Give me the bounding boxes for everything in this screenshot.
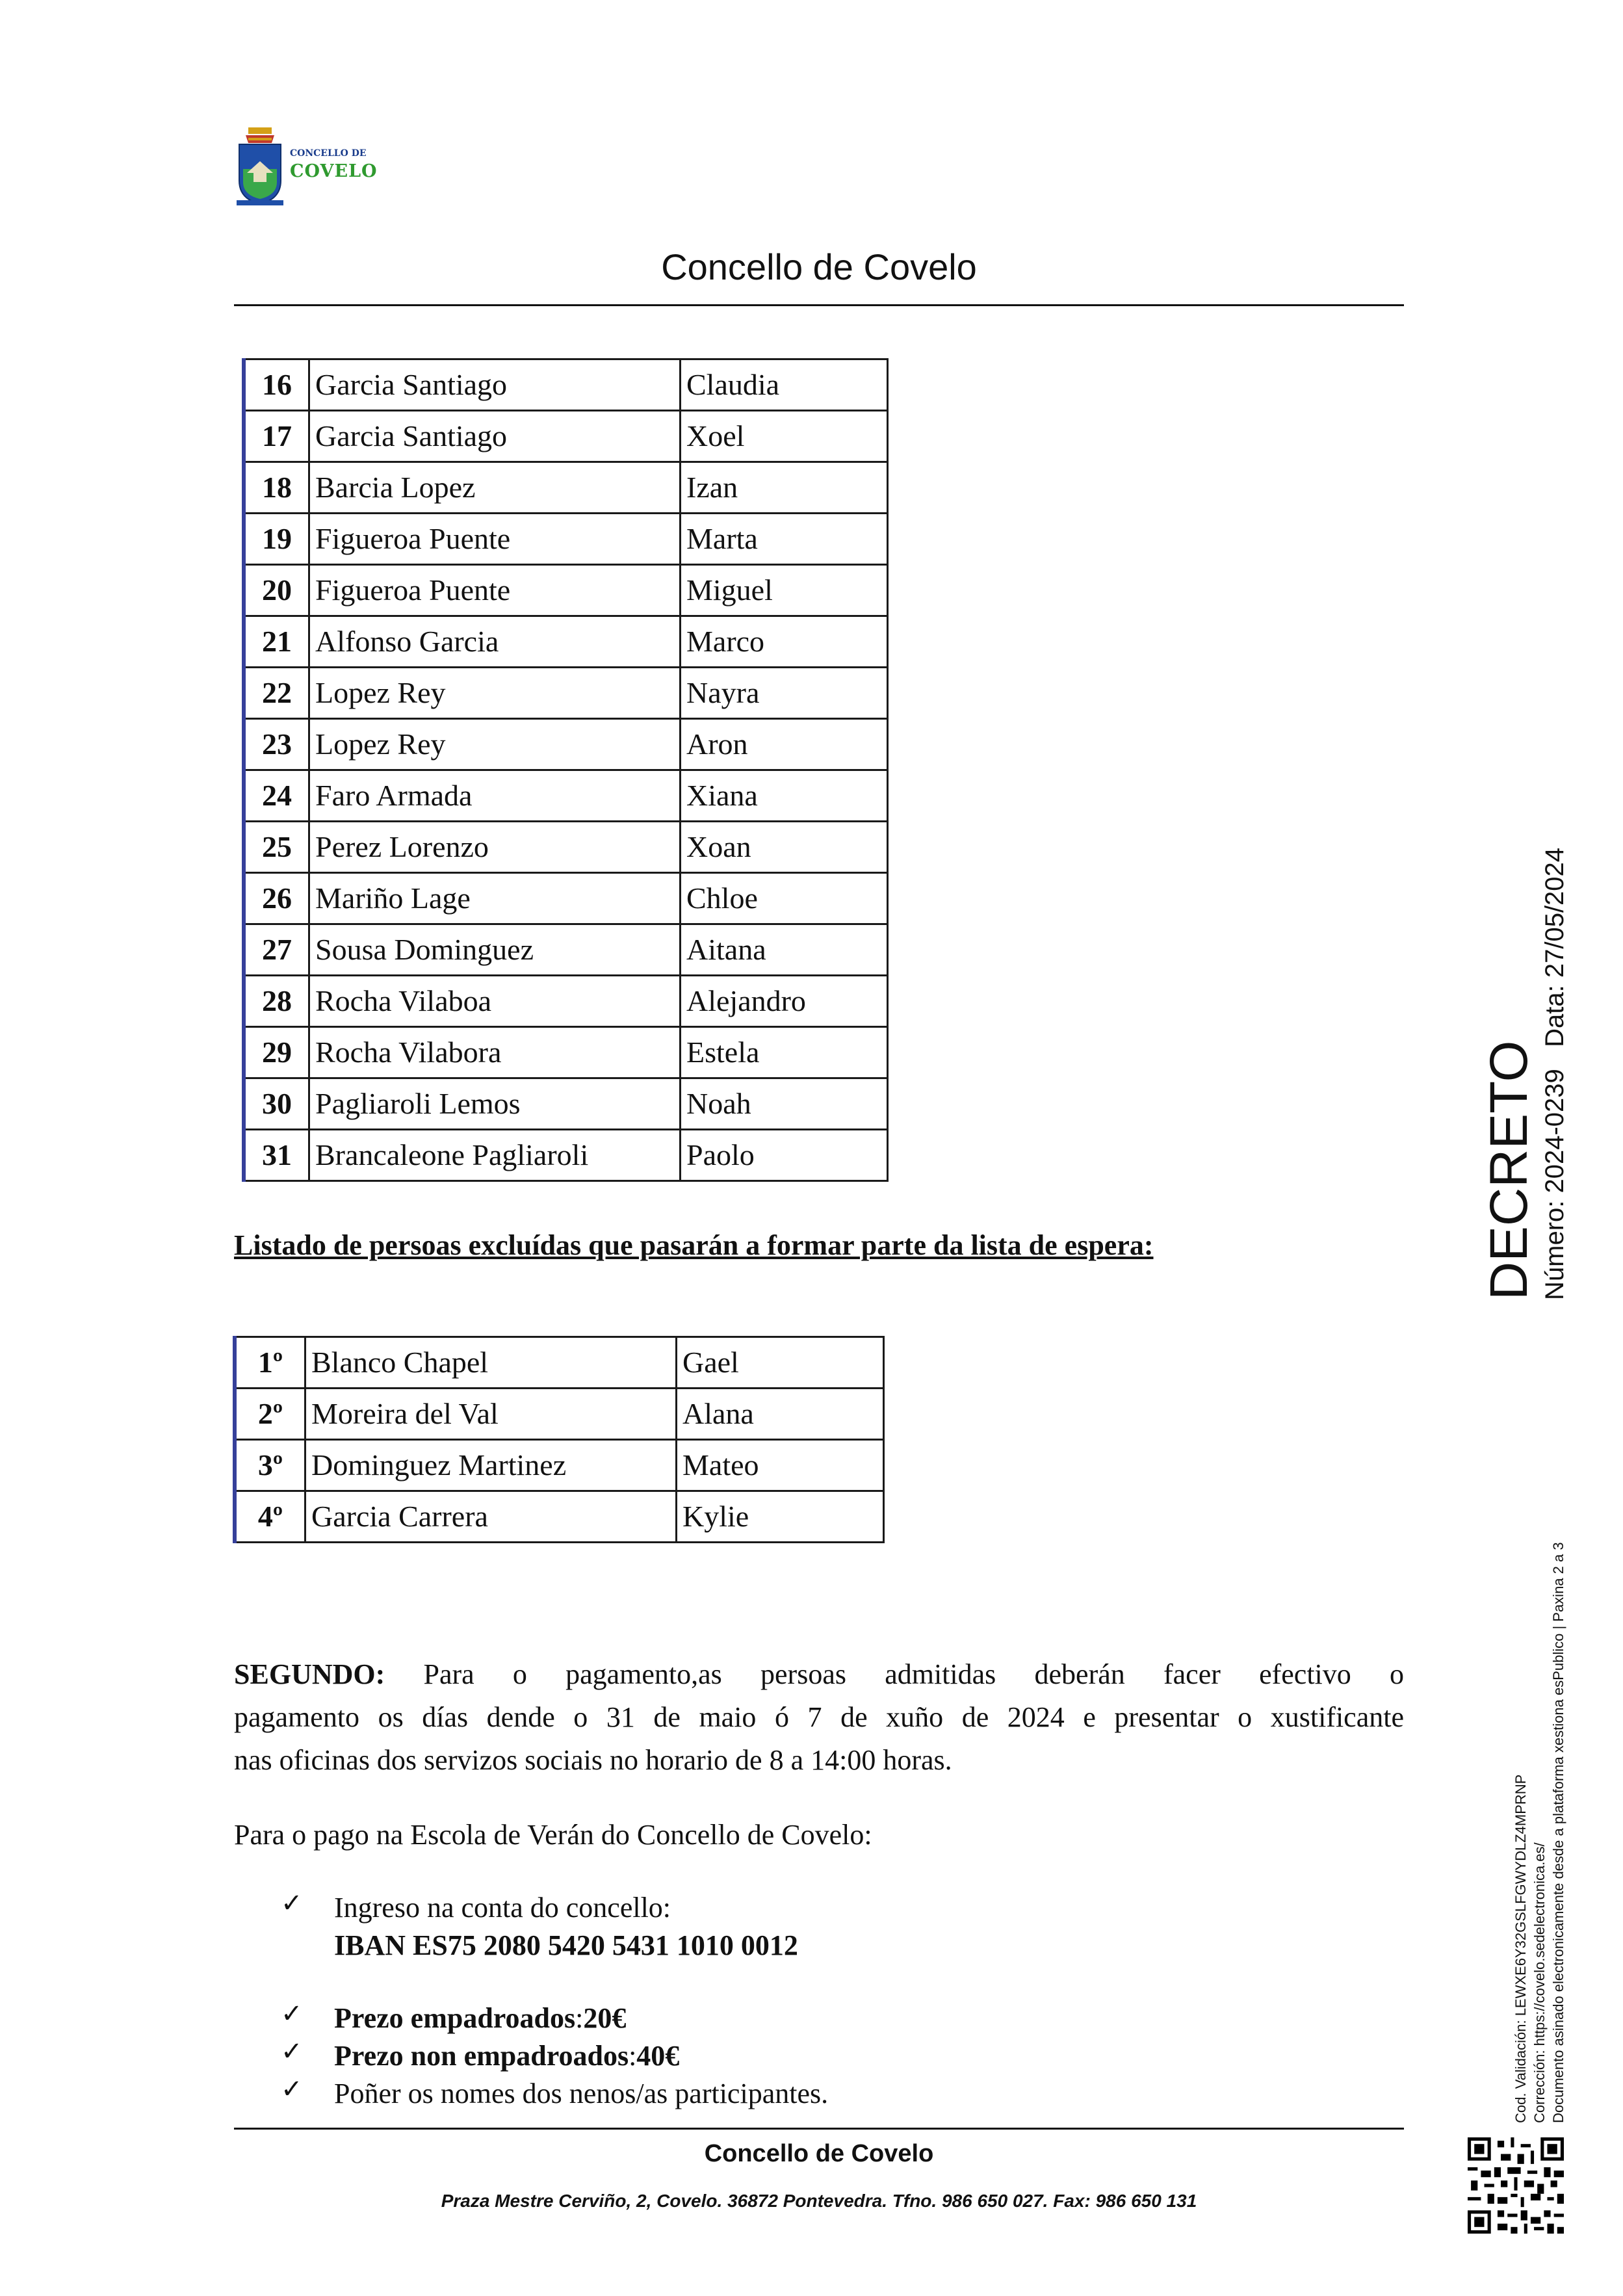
row-number: 1º xyxy=(235,1337,305,1389)
table-row xyxy=(244,1130,888,1181)
table-row xyxy=(244,668,888,719)
surnames-cell: Lopez Rey xyxy=(309,719,681,770)
check-icon: ✓ xyxy=(281,2037,303,2067)
surnames-cell: Figueroa Puente xyxy=(309,565,681,616)
table-row xyxy=(235,1440,884,1491)
name-cell: Xiana xyxy=(681,770,888,822)
stamp-signed: Documento asinado electronicamente desde a plataforma xestiona esPublico | Paxina 2 a 3 xyxy=(1550,1542,1566,2123)
table-row xyxy=(244,1027,888,1078)
check-icon: ✓ xyxy=(281,2074,303,2104)
name-cell: Miguel xyxy=(681,565,888,616)
row-number: 17 xyxy=(244,411,309,462)
price-registered-label: Prezo empadroados xyxy=(334,2002,576,2034)
surnames-cell: Barcia Lopez xyxy=(309,462,681,514)
stamp-verification: Corrección: https://covelo.sedelectronica.es/ xyxy=(1531,1842,1548,2123)
name-cell: Xoan xyxy=(681,822,888,873)
name-cell: Noah xyxy=(681,1078,888,1130)
waitlist-heading: Listado de persoas excluídas que pasarán a formar parte da lista de espera: xyxy=(234,1229,1154,1261)
table-row xyxy=(244,719,888,770)
surnames-cell: Figueroa Puente xyxy=(309,514,681,565)
table-row xyxy=(244,873,888,924)
row-number: 22 xyxy=(244,668,309,719)
row-number: 18 xyxy=(244,462,309,514)
footer-rule xyxy=(234,2128,1404,2130)
table-row xyxy=(244,514,888,565)
check-icon: ✓ xyxy=(281,1888,303,1918)
logo-line2: COVELO xyxy=(290,161,378,181)
footer-address: Praza Mestre Cerviño, 2, Covelo. 36872 Pontevedra. Tfno. 986 650 027. Fax: 986 650 131 xyxy=(441,2191,1197,2211)
admitted-list-table xyxy=(242,358,889,1182)
table-row xyxy=(244,616,888,668)
name-cell: Marta xyxy=(681,514,888,565)
row-number: 21 xyxy=(244,616,309,668)
row-number: 4º xyxy=(235,1491,305,1543)
stamp-validation: Cod. Validación: LEWXE6Y32GSLFGWYDLZ4MPRNP xyxy=(1513,1774,1529,2123)
page-title: Concello de Covelo xyxy=(661,246,977,287)
stamp-number-text: Número: 2024-0239 xyxy=(1540,1069,1569,1300)
name-cell: Mateo xyxy=(677,1440,884,1491)
surnames-cell: Garcia Santiago xyxy=(309,359,681,411)
surnames-cell: Garcia Santiago xyxy=(309,411,681,462)
row-number: 2º xyxy=(235,1389,305,1440)
surnames-cell: Faro Armada xyxy=(309,770,681,822)
payment-intro: Para o pago na Escola de Verán do Concello de Covelo: xyxy=(234,1819,872,1851)
segundo-line2: pagamento os días dende o 31 de maio ó 7 de xuño de 2024 e presentar o xustificante xyxy=(234,1701,1404,1733)
name-cell: Izan xyxy=(681,462,888,514)
row-number: 24 xyxy=(244,770,309,822)
surnames-cell: Lopez Rey xyxy=(309,668,681,719)
name-cell: Gael xyxy=(677,1337,884,1389)
table-row xyxy=(244,411,888,462)
name-cell: Alana xyxy=(677,1389,884,1440)
row-number: 20 xyxy=(244,565,309,616)
names-note: Poñer os nomes dos nenos/as participantes. xyxy=(334,2078,829,2109)
surnames-cell: Blanco Chapel xyxy=(305,1337,677,1389)
surnames-cell: Pagliaroli Lemos xyxy=(309,1078,681,1130)
row-number: 31 xyxy=(244,1130,309,1181)
table-row xyxy=(244,359,888,411)
table-row xyxy=(244,822,888,873)
table-row xyxy=(244,462,888,514)
surnames-cell: Garcia Carrera xyxy=(305,1491,677,1543)
price-registered: Prezo empadroados:20€ xyxy=(334,2002,627,2034)
name-cell: Chloe xyxy=(681,873,888,924)
check-icon: ✓ xyxy=(281,1999,303,2029)
row-number: 23 xyxy=(244,719,309,770)
table-row xyxy=(235,1491,884,1543)
segundo-text1: Para o pagamento,as persoas admitidas deberán facer efectivo o xyxy=(423,1658,1405,1690)
table-row xyxy=(235,1337,884,1389)
account-label: Ingreso na conta do concello: xyxy=(334,1892,671,1924)
coat-of-arms-icon xyxy=(234,124,286,208)
table-row xyxy=(244,1078,888,1130)
row-number: 16 xyxy=(244,359,309,411)
surnames-cell: Moreira del Val xyxy=(305,1389,677,1440)
table-row xyxy=(244,976,888,1027)
stamp-doc-type: DECRETO xyxy=(1479,1040,1539,1300)
table-row xyxy=(235,1389,884,1440)
stamp-number xyxy=(1540,848,1570,1300)
footer-title: Concello de Covelo xyxy=(704,2140,934,2167)
segundo-paragraph xyxy=(234,1653,1404,1782)
surnames-cell: Rocha Vilaboa xyxy=(309,976,681,1027)
row-number: 25 xyxy=(244,822,309,873)
price-nonregistered-value: 40€ xyxy=(636,2040,680,2072)
waitlist-table xyxy=(233,1336,885,1543)
row-number: 26 xyxy=(244,873,309,924)
surnames-cell: Sousa Dominguez xyxy=(309,924,681,976)
name-cell: Nayra xyxy=(681,668,888,719)
row-number: 19 xyxy=(244,514,309,565)
council-logo xyxy=(234,124,383,208)
table-row xyxy=(244,924,888,976)
price-nonregistered-label: Prezo non empadroados xyxy=(334,2040,629,2072)
iban: IBAN ES75 2080 5420 5431 1010 0012 xyxy=(334,1929,798,1961)
segundo-label: SEGUNDO: xyxy=(234,1658,385,1690)
table-row xyxy=(244,565,888,616)
surnames-cell: Mariño Lage xyxy=(309,873,681,924)
row-number: 30 xyxy=(244,1078,309,1130)
surnames-cell: Brancaleone Pagliaroli xyxy=(309,1130,681,1181)
name-cell: Paolo xyxy=(681,1130,888,1181)
surnames-cell: Alfonso Garcia xyxy=(309,616,681,668)
name-cell: Xoel xyxy=(681,411,888,462)
name-cell: Estela xyxy=(681,1027,888,1078)
qr-code-icon xyxy=(1468,2137,1564,2234)
row-number: 29 xyxy=(244,1027,309,1078)
stamp-date: Data: 27/05/2024 xyxy=(1540,847,1569,1047)
surnames-cell: Perez Lorenzo xyxy=(309,822,681,873)
segundo-line3: nas oficinas dos servizos sociais no horario de 8 a 14:00 horas. xyxy=(234,1744,952,1776)
row-number: 28 xyxy=(244,976,309,1027)
name-cell: Alejandro xyxy=(681,976,888,1027)
price-nonregistered: Prezo non empadroados:40€ xyxy=(334,2040,680,2072)
name-cell: Marco xyxy=(681,616,888,668)
row-number: 3º xyxy=(235,1440,305,1491)
header-rule xyxy=(234,304,1404,306)
surnames-cell: Dominguez Martinez xyxy=(305,1440,677,1491)
name-cell: Claudia xyxy=(681,359,888,411)
row-number: 27 xyxy=(244,924,309,976)
logo-line1: CONCELLO DE xyxy=(290,148,367,159)
name-cell: Aron xyxy=(681,719,888,770)
name-cell: Aitana xyxy=(681,924,888,976)
name-cell: Kylie xyxy=(677,1491,884,1543)
price-registered-value: 20€ xyxy=(583,2002,627,2034)
surnames-cell: Rocha Vilabora xyxy=(309,1027,681,1078)
table-row xyxy=(244,770,888,822)
segundo-line1 xyxy=(234,1653,1404,1696)
